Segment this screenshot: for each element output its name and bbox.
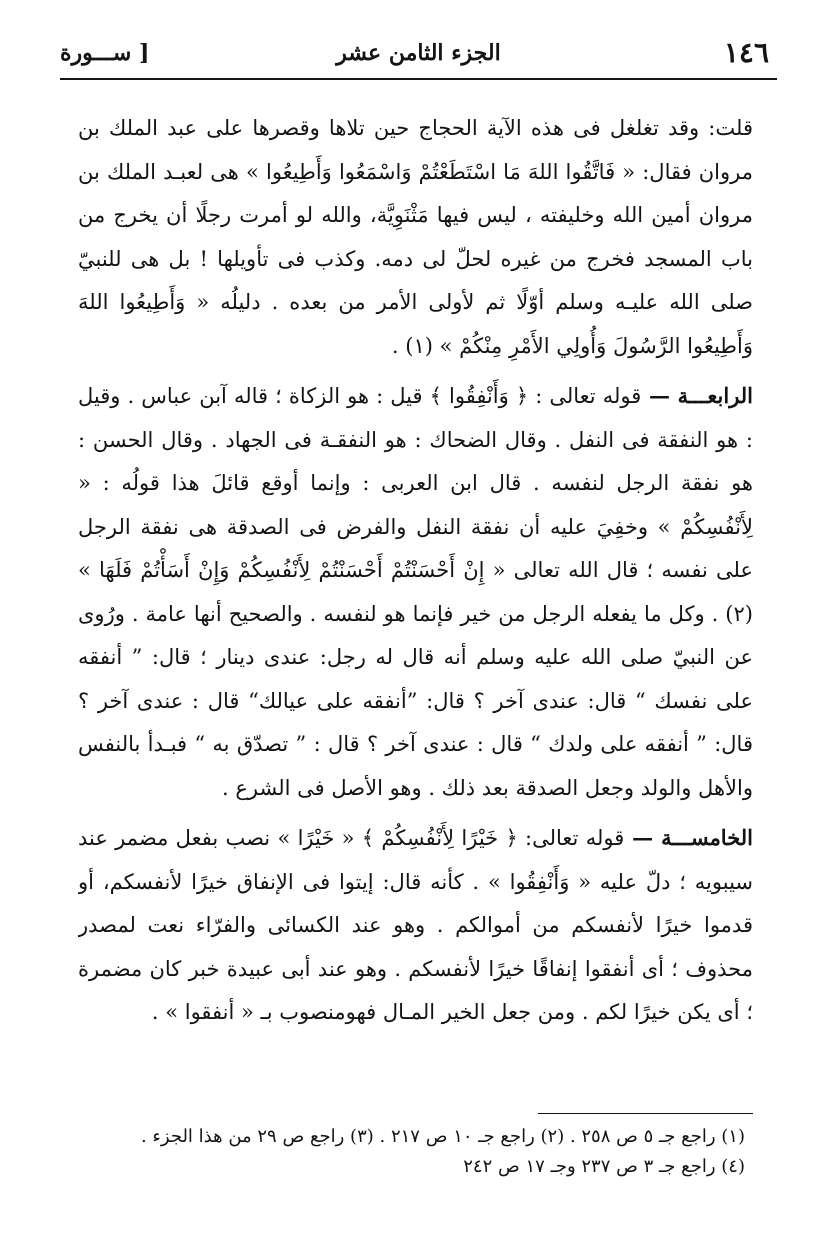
main-text <box>78 106 753 1026</box>
page-header <box>60 32 777 76</box>
paragraph <box>78 374 753 810</box>
footnote-line: (٤) راجع جـ ٣ ص ٢٣٧ وجـ ١٧ ص ٢٤٢ <box>463 1156 745 1177</box>
paragraph-lead: الرابعـــة — <box>641 383 753 408</box>
surah-label: [ ســـورة <box>60 40 150 66</box>
footnote-rule <box>538 1113 753 1114</box>
paragraph <box>78 816 753 1026</box>
paragraph <box>78 106 753 368</box>
paragraph-lead: الخامســـة — <box>624 825 753 850</box>
paragraph-text: قلت: وقد تغلغل فى هذه الآية الحجاج حين تلاها وقصرها على عبد الملك بن مروان فقال: « فَاتَّقُوا اللهَ مَا اسْتَطَعْتُمْ وَاسْمَعُوا وَأَطِيعُوا » هى لعبـد الملك بن مروان أمين الله وخليفته ، ليس فيها مَثْنَوِيَّة، والله لو أمرت رجلًا أن يخرج من باب المسجد فخرج من غيره لحلّ لى دمه. وكذب فى تأويلها ! بل هى للنبيّ صلى الله عليـه وسلم أوّلًا ثم لأولى الأمر من بعده . دليلُه « وَأَطِيعُوا اللهَ وَأَطِيعُوا الرَّسُولَ وَأُولِي الأَمْرِ مِنْكُمْ » (١) . <box>78 116 753 358</box>
footnote-line: (١) راجع جـ ٥ ص ٢٥٨ . (٢) راجع جـ ١٠ ص ٢١٧ . (٣) راجع ص ٢٩ من هذا الجزء . <box>140 1126 745 1147</box>
paragraph-text: قوله تعالى : ﴿ وَأَنْفِقُوا ﴾ قيل : هو الزكاة ؛ قاله آبن عباس . وقيل : هو النفقة فى النفل . وقال الضحاك : هو النفقـة فى الجهاد . وقال الحسن : هو نفقة الرجل لنفسه . قال ابن العربى : وإنما أوقع قائلَ هذا قولُه : « لِأَنْفُسِكُمْ » وخفِيَ عليه أن نفقة النفل والفرض فى الصدقة هى نفقة الرجل على نفسه ؛ قال الله تعالى « إِنْ أَحْسَنْتُمْ أَحْسَنْتُمْ لِأَنْفُسِكُمْ وَإِنْ أَسَأْتُمْ فَلَهَا » (٢) . وكل ما يفعله الرجل من خير فإنما هو لنفسه . والصحيح أنها عامة . ورُوى عن النبيّ صلى الله عليه وسلم أنه قال له رجل: عندى دينار ؛ قال: ” أنفقه على نفسك “ قال: عندى آخر ؟ قال: ”أنفقه على عيالك“ قال : عندى آخر ؟ قال: ” أنفقه على ولدك “ قال : عندى آخر ؟ قال : ” تصدّق به “ فبـدأ بالنفس والأهل والولد وجعل الصدقة بعد ذلك . وهو الأصل فى الشرع . <box>78 384 753 800</box>
page-number: ١٤٦ <box>723 36 769 69</box>
running-title: الجزء الثامن عشر <box>336 40 501 66</box>
header-rule <box>60 78 777 80</box>
footnotes <box>78 1122 745 1182</box>
paragraph-text: قوله تعالى: ﴿ خَيْرًا لِأَنْفُسِكُمْ ﴾ « خَيْرًا » نصب بفعل مضمر عند سيبويه ؛ دلّ عليه « وَأَنْفِقُوا » . كأنه قال: إيتوا فى الإنفاق خيرًا لأنفسكم، أو قدموا خيرًا لأنفسكم من أموالكم . وهو عند الكسائى والفرّاء نعت لمصدر محذوف ؛ أى أنفقوا إنفاقًا خيرًا لأنفسكم . وهو عند أبى عبيدة خبر كان مضمرة ؛ أى يكن خيرًا لكم . ومن جعل الخير المـال فهومنصوب بـ « أنفقوا » . <box>78 826 753 1024</box>
